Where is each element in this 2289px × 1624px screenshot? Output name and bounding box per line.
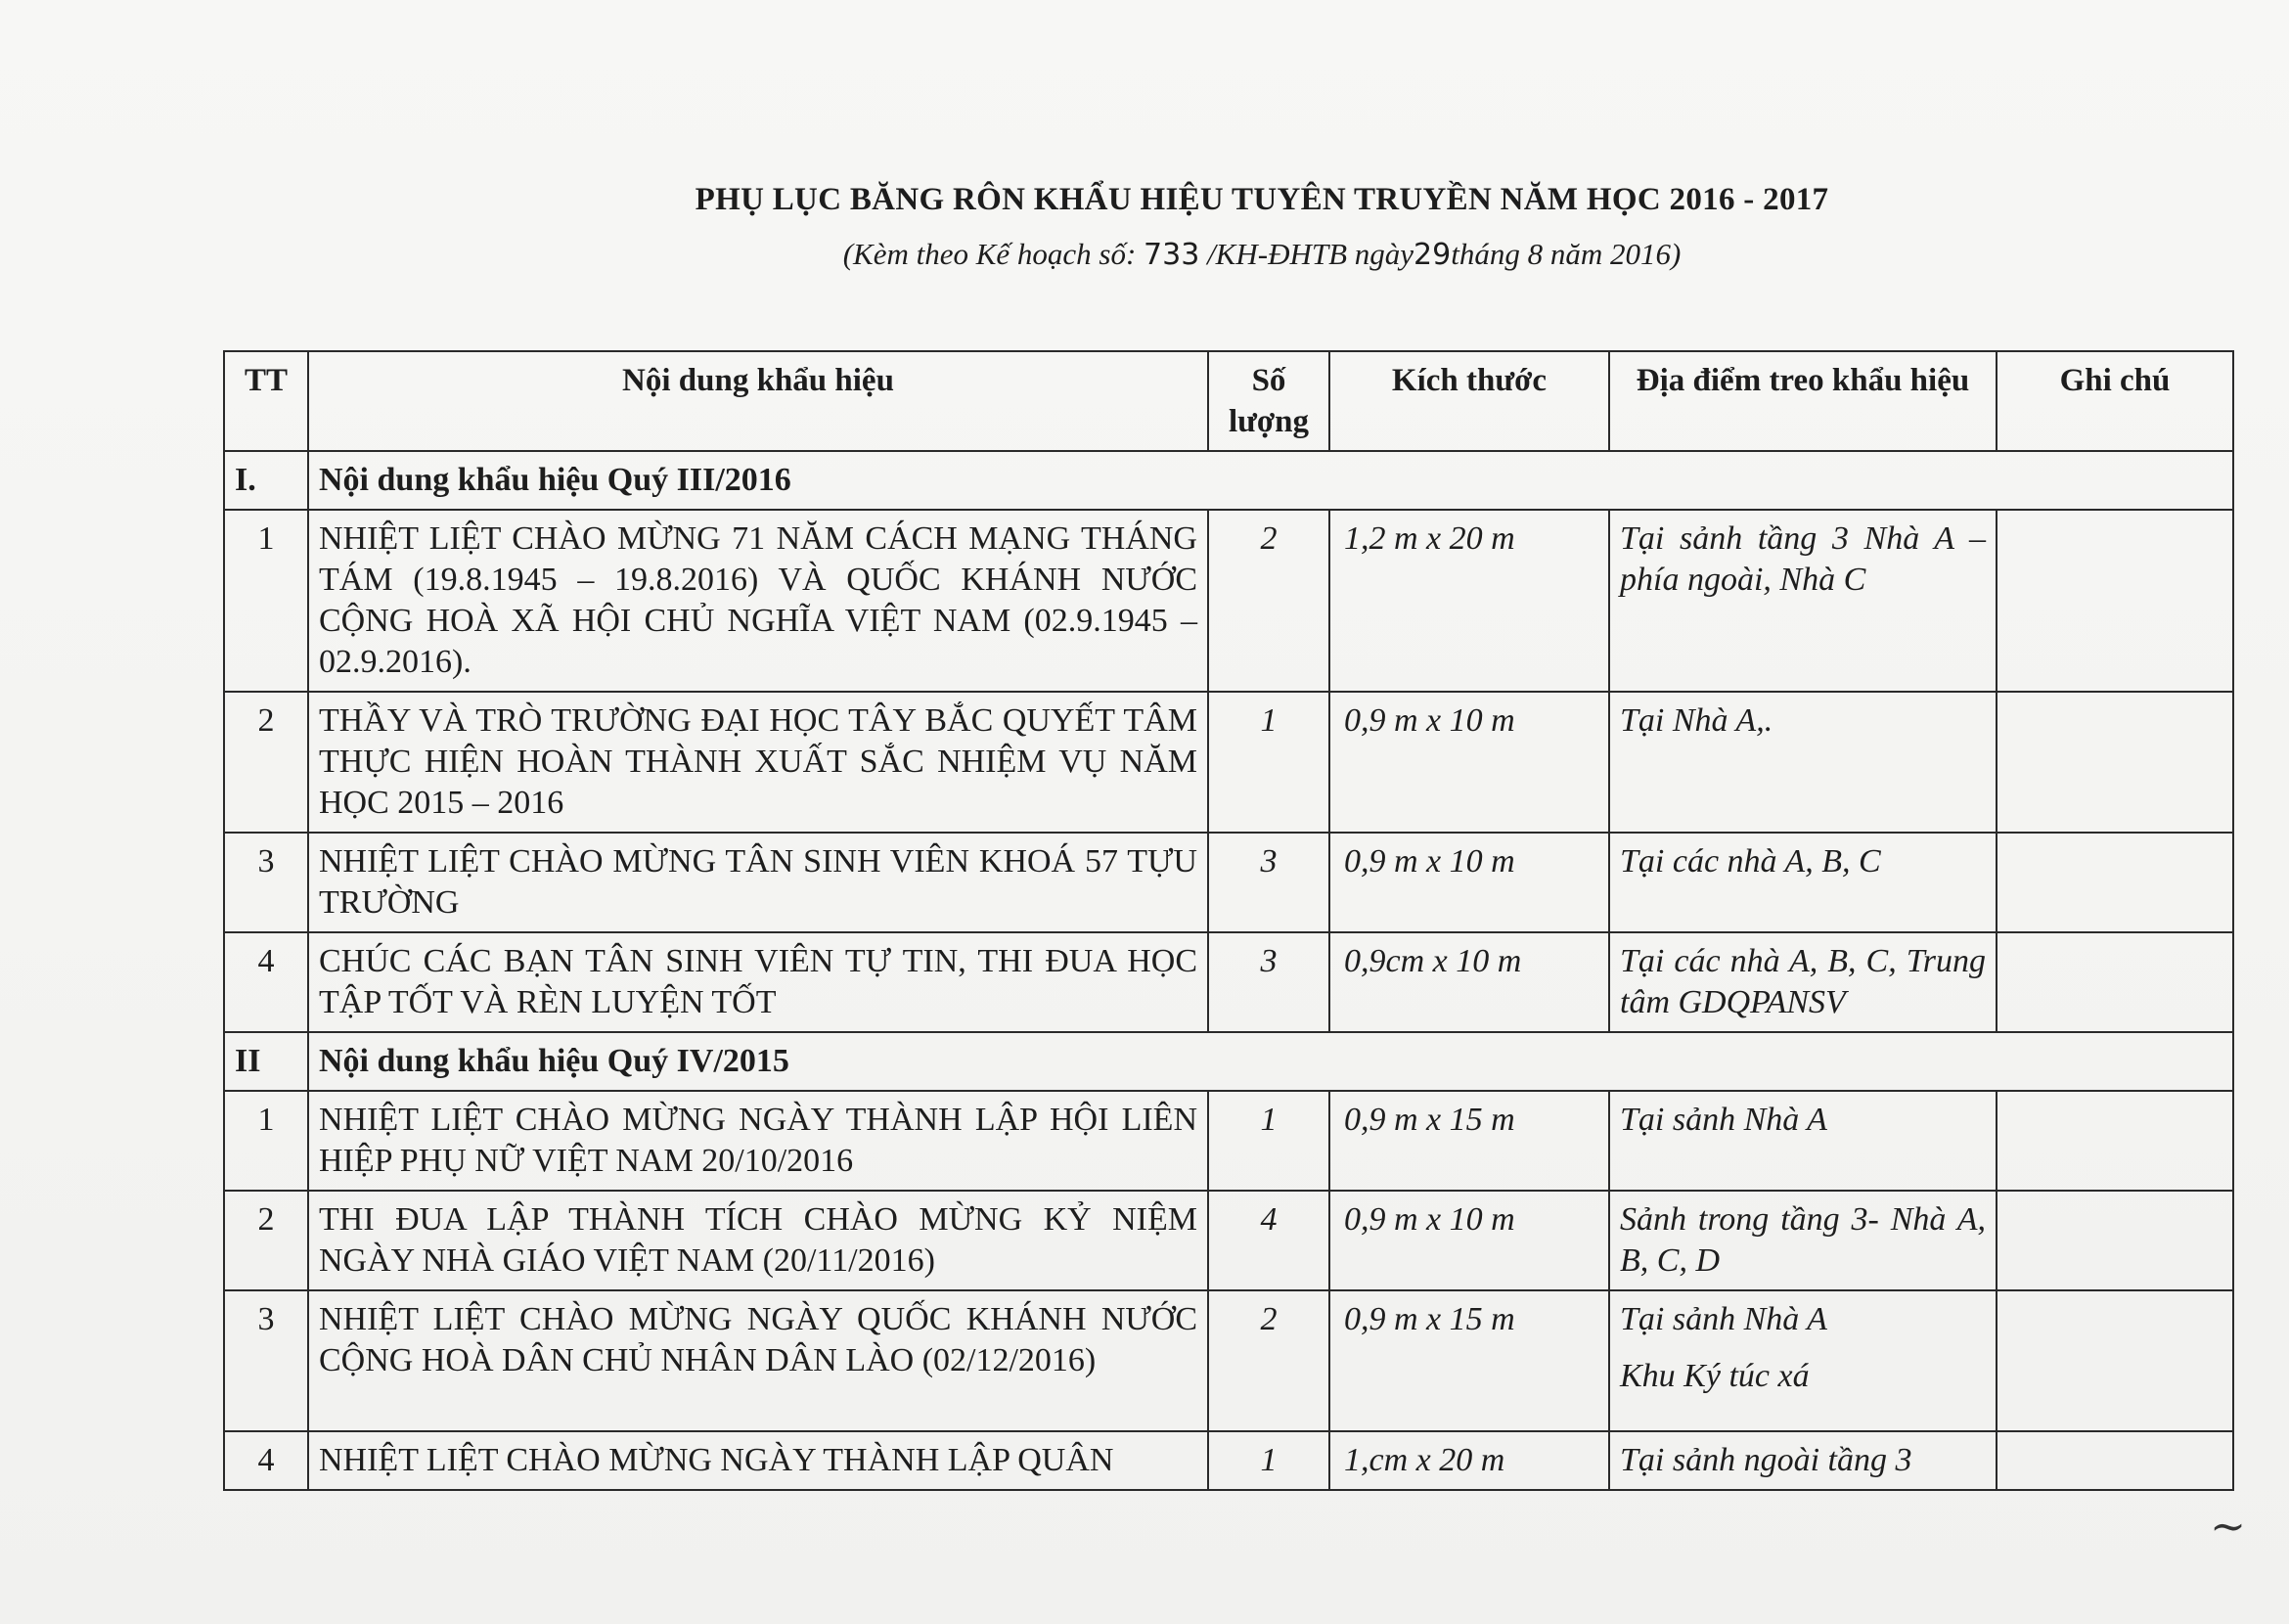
cell-qty: 2 xyxy=(1208,510,1329,692)
cell-note xyxy=(1997,1091,2233,1191)
cell-size: 0,9cm x 10 m xyxy=(1329,932,1609,1032)
table-row xyxy=(224,1091,2233,1191)
slogan-table xyxy=(223,350,2234,1491)
cell-content: NHIỆT LIỆT CHÀO MỪNG NGÀY QUỐC KHÁNH NƯỚC CỘNG HOÀ DÂN CHỦ NHÂN DÂN LÀO (02/12/2016) xyxy=(308,1290,1208,1431)
cell-place: Tại sảnh tầng 3 Nhà A – phía ngoài, Nhà C xyxy=(1609,510,1997,692)
cell-tt: 2 xyxy=(224,1191,308,1290)
subtitle-prefix: (Kèm theo Kế hoạch số: xyxy=(842,237,1144,271)
cell-qty: 3 xyxy=(1208,833,1329,932)
cell-qty: 1 xyxy=(1208,1431,1329,1490)
cell-qty: 3 xyxy=(1208,932,1329,1032)
cell-content: NHIỆT LIỆT CHÀO MỪNG 71 NĂM CÁCH MẠNG THÁNG TÁM (19.8.1945 – 19.8.2016) VÀ QUỐC KHÁNH NƯỚC CỘNG HOÀ XÃ HỘI CHỦ NGHĨA VIỆT NAM (02.9.1945 – 02.9.2016). xyxy=(308,510,1208,692)
cell-size: 0,9 m x 10 m xyxy=(1329,1191,1609,1290)
cell-content: THẦY VÀ TRÒ TRƯỜNG ĐẠI HỌC TÂY BẮC QUYẾT TÂM THỰC HIỆN HOÀN THÀNH XUẤT SẮC NHIỆM VỤ NĂM HỌC 2015 – 2016 xyxy=(308,692,1208,833)
table-row xyxy=(224,692,2233,833)
cell-tt: 1 xyxy=(224,510,308,692)
place-line-1: Tại sảnh Nhà A xyxy=(1620,1301,1827,1337)
header-qty: Số lượng xyxy=(1208,351,1329,451)
section-label: II xyxy=(224,1032,308,1091)
cell-place: Tại sảnh Nhà A xyxy=(1609,1091,1997,1191)
cell-note xyxy=(1997,1191,2233,1290)
cell-tt: 2 xyxy=(224,692,308,833)
cell-place: Tại các nhà A, B, C xyxy=(1609,833,1997,932)
cell-note xyxy=(1997,510,2233,692)
section-row-2 xyxy=(224,1032,2233,1091)
subtitle-mid: /KH-ĐHTB ngày xyxy=(1199,237,1414,271)
cell-content: THI ĐUA LẬP THÀNH TÍCH CHÀO MỪNG KỶ NIỆM NGÀY NHÀ GIÁO VIỆT NAM (20/11/2016) xyxy=(308,1191,1208,1290)
table-header-row xyxy=(224,351,2233,451)
cell-content: NHIỆT LIỆT CHÀO MỪNG NGÀY THÀNH LẬP HỘI LIÊN HIỆP PHỤ NỮ VIỆT NAM 20/10/2016 xyxy=(308,1091,1208,1191)
cell-content: CHÚC CÁC BẠN TÂN SINH VIÊN TỰ TIN, THI ĐUA HỌC TẬP TỐT VÀ RÈN LUYỆN TỐT xyxy=(308,932,1208,1032)
cell-note xyxy=(1997,1431,2233,1490)
table-row xyxy=(224,1290,2233,1431)
header-note: Ghi chú xyxy=(1997,351,2233,451)
cell-content: NHIỆT LIỆT CHÀO MỪNG NGÀY THÀNH LẬP QUÂN xyxy=(308,1431,1208,1490)
cell-content: NHIỆT LIỆT CHÀO MỪNG TÂN SINH VIÊN KHOÁ 57 TỰU TRƯỜNG xyxy=(308,833,1208,932)
cell-size: 1,cm x 20 m xyxy=(1329,1431,1609,1490)
cell-tt: 4 xyxy=(224,1431,308,1490)
header-tt: TT xyxy=(224,351,308,451)
cell-tt: 4 xyxy=(224,932,308,1032)
place-line-2: Khu Ký túc xá xyxy=(1620,1358,1810,1394)
cell-qty: 1 xyxy=(1208,1091,1329,1191)
cell-place: Sảnh trong tầng 3- Nhà A, B, C, D xyxy=(1609,1191,1997,1290)
table-row xyxy=(224,833,2233,932)
cell-size: 0,9 m x 10 m xyxy=(1329,692,1609,833)
cell-note xyxy=(1997,932,2233,1032)
cell-size: 0,9 m x 15 m xyxy=(1329,1290,1609,1431)
cell-place xyxy=(1609,1290,1997,1431)
cell-size: 1,2 m x 20 m xyxy=(1329,510,1609,692)
section-title: Nội dung khẩu hiệu Quý IV/2015 xyxy=(308,1032,2233,1091)
header-size: Kích thước xyxy=(1329,351,1609,451)
cell-qty: 2 xyxy=(1208,1290,1329,1431)
cell-note xyxy=(1997,1290,2233,1431)
cell-place: Tại sảnh ngoài tầng 3 xyxy=(1609,1431,1997,1490)
header-place: Địa điểm treo khẩu hiệu xyxy=(1609,351,1997,451)
cell-size: 0,9 m x 15 m xyxy=(1329,1091,1609,1191)
handwritten-page-mark: ~ xyxy=(2210,1502,2246,1552)
cell-tt: 3 xyxy=(224,833,308,932)
subtitle-suffix: tháng 8 năm 2016) xyxy=(1451,237,1682,271)
cell-place: Tại các nhà A, B, C, Trung tâm GDQPANSV xyxy=(1609,932,1997,1032)
table-row xyxy=(224,1431,2233,1490)
section-label: I. xyxy=(224,451,308,510)
table-row xyxy=(224,932,2233,1032)
header-content: Nội dung khẩu hiệu xyxy=(308,351,1208,451)
cell-place: Tại Nhà A,. xyxy=(1609,692,1997,833)
cell-note xyxy=(1997,692,2233,833)
document-subtitle xyxy=(0,237,2289,272)
handwritten-plan-number: 733 xyxy=(1144,238,1200,272)
table-row xyxy=(224,1191,2233,1290)
section-title: Nội dung khẩu hiệu Quý III/2016 xyxy=(308,451,2233,510)
table-row xyxy=(224,510,2233,692)
section-row-1 xyxy=(224,451,2233,510)
cell-qty: 4 xyxy=(1208,1191,1329,1290)
cell-qty: 1 xyxy=(1208,692,1329,833)
handwritten-day: 29 xyxy=(1414,238,1452,272)
cell-tt: 1 xyxy=(224,1091,308,1191)
cell-tt: 3 xyxy=(224,1290,308,1431)
cell-size: 0,9 m x 10 m xyxy=(1329,833,1609,932)
cell-note xyxy=(1997,833,2233,932)
document-title: PHỤ LỤC BĂNG RÔN KHẨU HIỆU TUYÊN TRUYỀN NĂM HỌC 2016 - 2017 xyxy=(695,182,1829,217)
